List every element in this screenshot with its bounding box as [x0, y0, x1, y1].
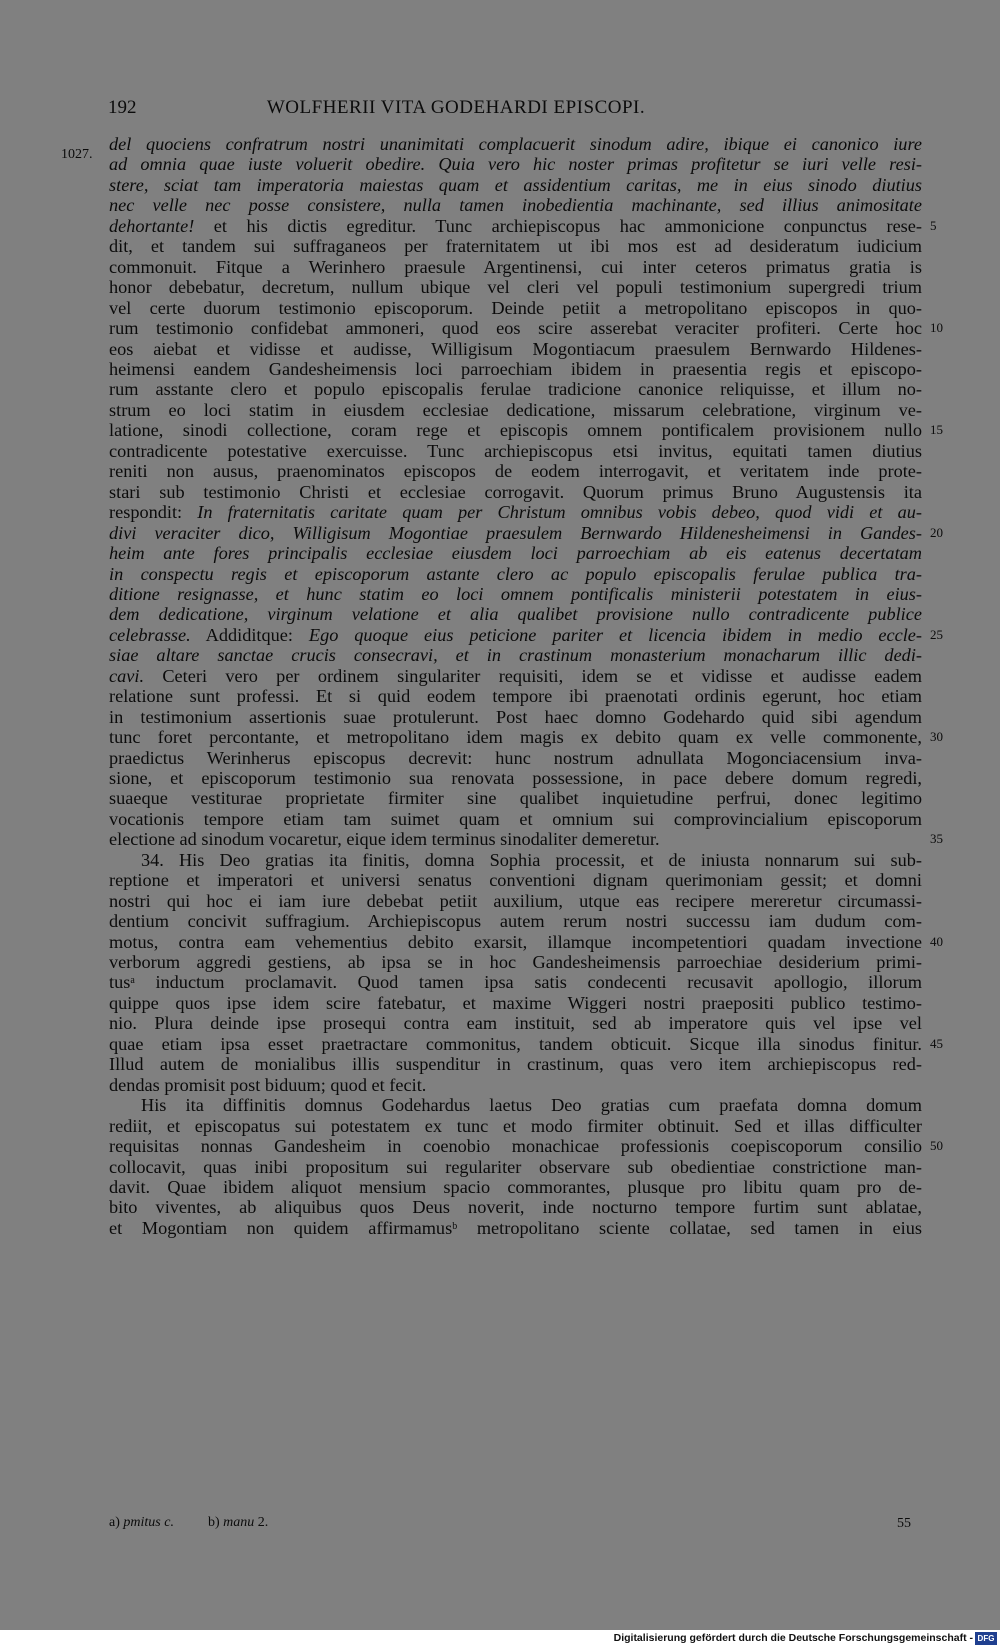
- text-line: [109, 1135, 922, 1157]
- text-run: motus, contra eam vehementius debito exarsit, illamque incompetentiori quadam invectione: [109, 931, 922, 952]
- running-title: WOLFHERII VITA GODEHARDI EPISCOPI.: [266, 97, 646, 118]
- text-line: [109, 992, 922, 1014]
- text-run: reptione et imperatori et universi senatus conventioni dignam querimoniam gessit; et domni: [109, 870, 922, 891]
- text-run: a): [109, 1515, 124, 1530]
- text-run: latione, sinodi collectione, coram rege et episcopis omnem pontificalem provisionem nullo: [109, 420, 922, 441]
- text-run: verborum aggredi gestiens, ab ipsa se in hoc Gandesheimensis parroechiae desiderium primi-: [109, 952, 922, 972]
- text-run: tunc foret percontante, et metropolitano idem magis ex debito quam ex velle commonente,: [109, 727, 922, 747]
- margin-line-number: 25: [930, 626, 943, 642]
- text-line: [109, 1176, 922, 1198]
- text-line: [109, 828, 922, 850]
- text-run: vel certe duorum testimonio episcoporum. Deinde petiit a metropolitano episcopos in quo-: [109, 297, 922, 318]
- text-line: [109, 235, 922, 257]
- text-run: 2.: [254, 1515, 269, 1530]
- text-run: Ego quoque eius peticione pariter et licencia ibidem in medio eccle-: [308, 624, 923, 645]
- text-run: reniti non ausus, praenominatos episcopos de eodem interrogavit, et veritatem inde prote-: [109, 461, 922, 482]
- text-run: dem dedicatione, virginum velatione et alia qualibet provisione nullo contradicente publice: [109, 604, 922, 625]
- text-line: [109, 256, 922, 278]
- text-line: [109, 1012, 922, 1034]
- text-line: [109, 1053, 922, 1075]
- text-line: [109, 603, 922, 625]
- text-line: [109, 276, 922, 298]
- text-run: vocationis tempore etiam tam suimet quam et omnium sui comprovincialium episcoporum: [109, 808, 922, 829]
- text-run: eos aiebat et vidisse et audisse, Willigisum Mogontiacum praesulem Bernwardo Hildenes-: [109, 338, 922, 359]
- margin-line-number: 15: [930, 422, 943, 438]
- text-line: [109, 1074, 922, 1096]
- signature-number: 55: [897, 1516, 911, 1531]
- text-line: [109, 726, 922, 748]
- text-run: suaeque vestiturae proprietate firmiter sine qualibet inquietudine perfrui, donec legitimo: [109, 788, 922, 809]
- text-line: [109, 890, 922, 912]
- text-run: ditione resignasse, et hunc statim eo loci omnem pontificalis ministerii potestatem in eius-: [109, 583, 922, 604]
- text-run: strum eo loci statim in eiusdem ecclesiae dedicatione, missarum celebratione, virginum ve-: [109, 399, 922, 420]
- text-run: del quociens confratrum nostri unanimitati complacuerit sinodum adire, ibique ei canonico iure: [109, 134, 922, 154]
- text-line: [109, 747, 922, 769]
- text-line: [109, 358, 922, 380]
- text-line: [109, 542, 922, 564]
- footnote-marker: b: [452, 1220, 458, 1232]
- margin-line-number: 20: [930, 524, 943, 540]
- text-run: rum testimonio confidebat ammoneri, quod eos scire asserebat veraciter profiteri. Certe hoc: [109, 318, 922, 338]
- text-run: ad omnia quae iuste voluerit obedire. Quia vero hic noster primas profitetur se iuri velle resi-: [109, 154, 922, 175]
- text-line: [109, 399, 922, 421]
- text-run: divi veraciter dico, Willigisum Mogontiae praesulem Bernwardo Hildenesheimensi in Gandes-: [109, 522, 922, 543]
- text-run: quippe quos ipse idem scire fatebatur, et maxime Wiggeri nostri praepositi publico testimo-: [109, 992, 922, 1013]
- text-line: [109, 194, 922, 216]
- text-run: manu: [223, 1515, 255, 1530]
- margin-line-number: 5: [930, 217, 937, 233]
- text-run: et his dictis egreditur. Tunc archiepiscopus hac ammonicione conpunctus rese-: [194, 215, 922, 236]
- text-line: [109, 1115, 922, 1137]
- text-line: [109, 1196, 922, 1218]
- digitization-credit-bar: [0, 1630, 1000, 1648]
- text-run: tus: [109, 972, 131, 993]
- text-run: contradicente potestative exercuisse. Tunc archiepiscopus etsi invitus, equitati tamen diutius: [109, 440, 922, 461]
- text-run: rediit, et episcopatus sui potestatem ex tunc et modo firmiter obtinuit. Sed et illas difficulter: [109, 1115, 922, 1136]
- text-run: metropolitano sciente collatae, sed tamen in eius: [457, 1217, 922, 1238]
- margin-line-number: 50: [930, 1138, 943, 1153]
- text-line: [109, 869, 922, 891]
- text-run: stari sub testimonio Christi et ecclesiae corrogavit. Quorum primus Bruno Augustensis ita: [109, 481, 922, 502]
- text-run: commonuit. Fitque a Werinhero praesule Argentinensi, cui inter ceteros primatus gratia is: [109, 256, 922, 277]
- text-run: sione, et episcoporum testimonio sua renovata possessione, in pace debere domum regredi,: [109, 767, 922, 788]
- text-line: [109, 910, 922, 932]
- page-number: 192: [108, 97, 137, 118]
- text-line: [109, 419, 922, 441]
- text-line: [109, 971, 922, 993]
- text-line: [109, 644, 922, 666]
- text-run: celebrasse.: [109, 624, 191, 645]
- text-run: Illud autem de monialibus illis suspenditur in crastinum, quas vero item archiepiscopus red-: [109, 1054, 922, 1075]
- text-run: cavi.: [109, 665, 145, 686]
- text-line: [109, 501, 922, 523]
- text-line: [109, 440, 922, 462]
- text-line: [109, 378, 922, 400]
- text-run: Addiditque:: [190, 624, 309, 645]
- margin-line-number: 35: [930, 831, 943, 847]
- text-run: honor debebatur, decretum, nullum ubique vel cleri vel populi testimonium supergredi trium: [109, 277, 922, 298]
- margin-line-number: 45: [930, 1035, 943, 1051]
- text-run: pmitus c.: [123, 1515, 174, 1530]
- text-line: [109, 153, 922, 175]
- text-line: [109, 665, 922, 687]
- text-line: [109, 338, 922, 360]
- text-line: [141, 1094, 922, 1116]
- text-run: In fraternitatis caritate quam per Christum omnibus vobis debeo, quod vidi et au-: [197, 502, 922, 523]
- text-run: respondit:: [109, 502, 198, 523]
- text-run: His ita diffinitis domnus Godehardus laetus Deo gratias cum praefata domna domum: [141, 1095, 922, 1116]
- text-line: [109, 317, 922, 339]
- text-line: [109, 297, 922, 319]
- text-run: relatione sunt professi. Et si quid eodem tempore ibi praenotati ordinis egerunt, hoc etiam: [109, 686, 922, 707]
- text-run: nio. Plura deinde ipse prosequi contra eam instituit, sed ab imperatore quis vel ipse vel: [109, 1013, 922, 1034]
- text-run: siae altare sanctae crucis consecravi, et in crastinum monasterium monacharum illic dedi-: [109, 645, 922, 666]
- year-margin-note: 1027.: [61, 147, 93, 162]
- text-line: [109, 583, 922, 605]
- text-line: [109, 931, 922, 953]
- text-run: bito viventes, ab aliquibus quos Deus noverit, inde nocturno tempore furtim sunt ablatae,: [109, 1197, 922, 1218]
- footnote: [109, 1513, 174, 1533]
- text-run: et Mogontiam non quidem affirmamus: [109, 1217, 453, 1238]
- text-run: 34. His Deo gratias ita finitis, domna Sophia processit, et de iniusta nonnarum sui sub-: [141, 849, 922, 870]
- text-run: inductum proclamavit. Quod tamen ipsa satis condecenti recusavit apollogio, illorum: [134, 972, 922, 993]
- text-run: nostri qui hoc ei iam iure debebat petiit auxilium, utque eas recipere mereretur circumassi-: [109, 890, 922, 911]
- text-run: dehortante!: [109, 215, 195, 236]
- text-run: stere, sciat tam imperatoria maiestas quam et assidentium caritas, me in eius sinodo diutius: [109, 174, 922, 195]
- text-run: Ceteri vero per ordinem singulariter requisiti, idem se et vidisse et audisse eadem: [144, 665, 922, 686]
- text-line: [109, 706, 922, 728]
- text-line: [109, 174, 922, 196]
- footnote-marker: a: [130, 975, 135, 987]
- text-run: heim ante fores principalis ecclesiae eiusdem loci parroechiam ab eis eatenus decertatam: [109, 543, 922, 563]
- text-line: [109, 215, 922, 237]
- text-line: [109, 1217, 922, 1239]
- margin-line-number: 30: [930, 729, 943, 744]
- text-line: [109, 460, 922, 482]
- text-run: heimensi eandem Gandesheimensis loci parroechiam ibidem in praesentia regis et episcopo-: [109, 358, 922, 379]
- text-run: quae etiam ipsa esset praetractare commonitus, tandem obticuit. Sicque illa sinodus finitur.: [109, 1033, 922, 1054]
- text-line: [109, 767, 922, 789]
- text-run: dit, et tandem sui suffraganeos per fraternitatem ut ibi mos est ad desideratum iudicium: [109, 236, 922, 257]
- text-line: [141, 849, 922, 871]
- text-line: [109, 951, 922, 973]
- text-line: [109, 624, 922, 646]
- footnote: [208, 1513, 268, 1533]
- text-line: [109, 1033, 922, 1055]
- margin-line-number: 10: [930, 320, 943, 335]
- text-line: [109, 563, 922, 585]
- credit-text: Digitalisierung gefördert durch die Deutsche Forschungsgemeinschaft -: [613, 1632, 973, 1644]
- text-run: nec velle nec posse consistere, nulla tamen inobedientia machinante, sed illius animositate: [109, 195, 922, 216]
- text-run: requisitas nonnas Gandesheim in coenobio monachicae professionis coepiscoporum consilio: [109, 1136, 922, 1156]
- dfg-logo-icon: DFG: [975, 1632, 997, 1645]
- text-line: [109, 685, 922, 707]
- text-run: in testimonium assertionis suae protulerunt. Post haec domno Godehardo quid sibi agendum: [109, 706, 922, 727]
- footnotes: [109, 1513, 302, 1533]
- text-line: [109, 481, 922, 503]
- text-run: davit. Quae ibidem aliquot mensium spacio commorantes, plusque pro libitu quam pro de-: [109, 1177, 922, 1197]
- text-run: b): [207, 1515, 224, 1530]
- text-line: [109, 522, 922, 544]
- text-run: collocavit, quas inibi propositum sui regulariter observare sub obedientiae constrictione man-: [109, 1156, 922, 1177]
- text-run: praedictus Werinherus episcopus decrevit: hunc nostrum adnullata Mogonciacensium inva-: [109, 747, 922, 768]
- margin-line-number: 40: [930, 933, 943, 949]
- text-run: dentium concivit suffragium. Archiepiscopus autem rerum nostri successu iam dudum com-: [109, 911, 922, 932]
- text-line: [109, 808, 922, 830]
- text-line: [109, 787, 922, 809]
- text-run: dendas promisit post biduum; quod et fecit.: [109, 1074, 427, 1095]
- text-run: electione ad sinodum vocaretur, eique idem terminus sinodaliter demeretur.: [109, 829, 660, 850]
- text-line: [109, 1156, 922, 1178]
- text-line: [109, 133, 922, 155]
- text-run: rum asstante clero et populo episcopalis ferulae tradicione canonice reliquisse, et illum no-: [109, 379, 922, 400]
- text-run: in conspectu regis et episcoporum astante clero ac populo episcopalis ferulae publica tra-: [109, 563, 922, 584]
